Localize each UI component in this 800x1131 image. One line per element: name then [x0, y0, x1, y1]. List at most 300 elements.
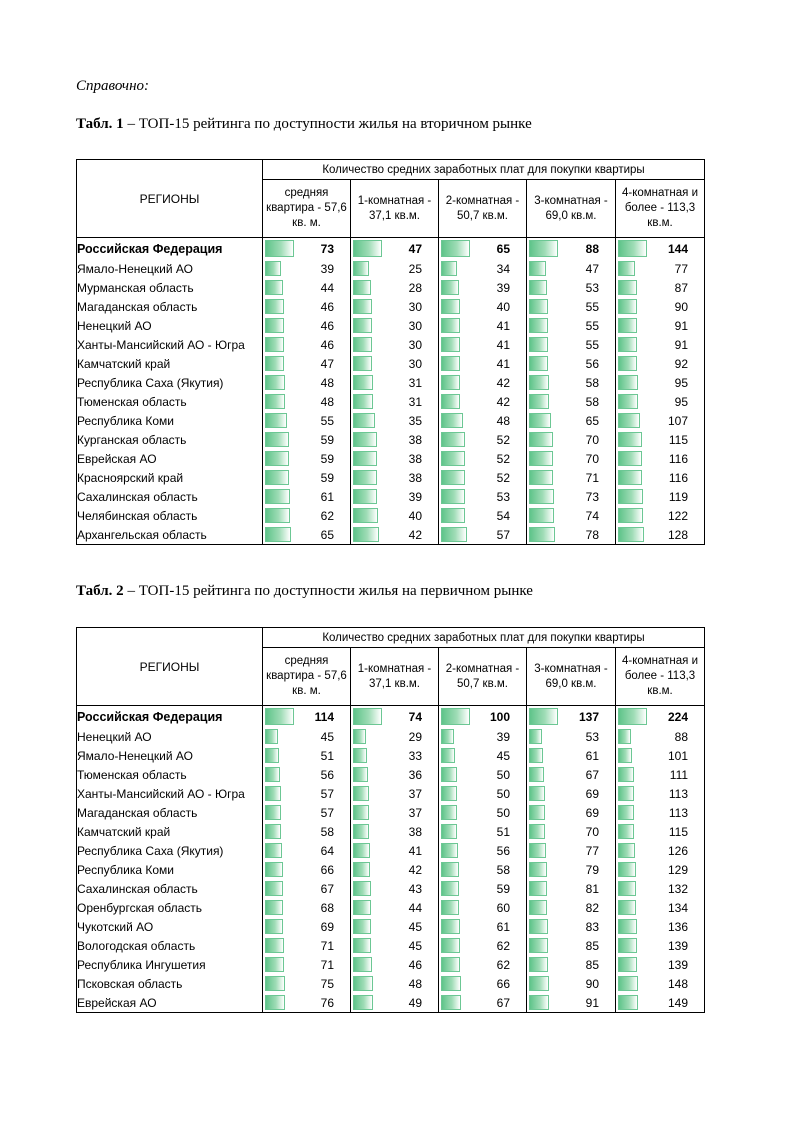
value-cell — [263, 803, 351, 822]
value-cell — [351, 955, 439, 974]
value-number: 71 — [320, 938, 334, 953]
column-header: 4-комнатная и более - 113,3 кв.м. — [616, 648, 705, 706]
value-cell — [439, 860, 527, 879]
value-number: 53 — [496, 489, 510, 504]
value-cell — [439, 841, 527, 860]
region-name: Чукотский АО — [77, 917, 263, 936]
value-cell — [263, 468, 351, 487]
value-cell — [351, 278, 439, 297]
region-name: Ненецкий АО — [77, 727, 263, 746]
table-row — [77, 316, 705, 335]
value-cell — [263, 316, 351, 335]
value-number: 56 — [585, 356, 599, 371]
value-cell — [616, 746, 705, 765]
value-number: 42 — [408, 862, 422, 877]
value-number: 115 — [668, 824, 689, 839]
value-number: 88 — [674, 729, 689, 744]
value-number: 38 — [408, 824, 422, 839]
value-cell — [527, 706, 616, 728]
value-cell — [527, 297, 616, 316]
value-cell — [263, 335, 351, 354]
value-cell — [351, 822, 439, 841]
value-number: 47 — [408, 241, 422, 256]
value-number: 41 — [496, 356, 510, 371]
table-row — [77, 278, 705, 297]
value-number: 59 — [320, 432, 334, 447]
value-cell — [439, 898, 527, 917]
value-cell — [351, 354, 439, 373]
value-number: 67 — [320, 881, 334, 896]
value-number: 81 — [585, 881, 599, 896]
value-number: 64 — [320, 843, 334, 858]
value-number: 31 — [408, 394, 422, 409]
value-number: 66 — [320, 862, 334, 877]
value-cell — [439, 765, 527, 784]
value-cell — [439, 727, 527, 746]
value-cell — [616, 468, 705, 487]
column-header: 2-комнатная - 50,7 кв.м. — [439, 180, 527, 238]
value-cell — [616, 411, 705, 430]
value-number: 55 — [320, 413, 334, 428]
value-number: 70 — [585, 432, 599, 447]
value-cell — [439, 430, 527, 449]
value-cell — [351, 765, 439, 784]
value-number: 111 — [669, 767, 689, 782]
region-name: Вологодская область — [77, 936, 263, 955]
value-number: 45 — [320, 729, 334, 744]
value-number: 42 — [496, 375, 510, 390]
value-number: 134 — [668, 900, 689, 915]
value-cell — [616, 335, 705, 354]
value-number: 59 — [320, 470, 334, 485]
value-cell — [616, 316, 705, 335]
column-header: 4-комнатная и более - 113,3 кв.м. — [616, 180, 705, 238]
value-cell — [263, 765, 351, 784]
value-cell — [351, 373, 439, 392]
value-number: 45 — [496, 748, 510, 763]
table2-primary-market — [76, 627, 705, 1013]
value-cell — [263, 706, 351, 728]
value-number: 45 — [408, 919, 422, 934]
table-row — [77, 993, 705, 1013]
value-number: 54 — [496, 508, 510, 523]
value-cell — [527, 746, 616, 765]
value-number: 113 — [668, 786, 689, 801]
value-number: 39 — [496, 729, 510, 744]
value-number: 48 — [320, 394, 334, 409]
table-row — [77, 936, 705, 955]
value-cell — [616, 822, 705, 841]
table-row — [77, 727, 705, 746]
value-cell — [439, 746, 527, 765]
value-cell — [263, 955, 351, 974]
value-cell — [439, 879, 527, 898]
value-cell — [263, 373, 351, 392]
value-number: 30 — [408, 318, 422, 333]
value-number: 38 — [408, 470, 422, 485]
table-row — [77, 411, 705, 430]
value-cell — [616, 354, 705, 373]
value-number: 73 — [585, 489, 599, 504]
value-number: 119 — [668, 489, 689, 504]
value-number: 122 — [668, 508, 689, 523]
value-cell — [351, 784, 439, 803]
region-name: Ханты-Мансийский АО - Югра — [77, 335, 263, 354]
value-cell — [527, 411, 616, 430]
value-cell — [616, 278, 705, 297]
table-row — [77, 335, 705, 354]
table-row — [77, 354, 705, 373]
value-number: 85 — [585, 938, 599, 953]
value-number: 101 — [668, 748, 689, 763]
value-cell — [616, 259, 705, 278]
value-number: 37 — [408, 805, 422, 820]
table-row — [77, 449, 705, 468]
value-cell — [527, 727, 616, 746]
value-number: 90 — [674, 299, 689, 314]
value-cell — [527, 525, 616, 545]
value-number: 91 — [585, 995, 599, 1010]
value-number: 77 — [585, 843, 599, 858]
value-number: 76 — [320, 995, 334, 1010]
value-cell — [263, 879, 351, 898]
value-number: 60 — [496, 900, 510, 915]
value-cell — [263, 974, 351, 993]
table-row — [77, 430, 705, 449]
column-header: 2-комнатная - 50,7 кв.м. — [439, 648, 527, 706]
table-row — [77, 784, 705, 803]
value-cell — [527, 506, 616, 525]
value-number: 56 — [496, 843, 510, 858]
value-cell — [439, 392, 527, 411]
value-cell — [263, 449, 351, 468]
value-cell — [616, 487, 705, 506]
value-cell — [351, 803, 439, 822]
value-number: 30 — [408, 337, 422, 352]
value-cell — [351, 392, 439, 411]
value-number: 144 — [668, 241, 689, 256]
region-name: Ненецкий АО — [77, 316, 263, 335]
table2-caption — [76, 583, 533, 600]
value-cell — [263, 430, 351, 449]
value-number: 37 — [408, 786, 422, 801]
value-number: 38 — [408, 432, 422, 447]
value-number: 62 — [496, 938, 510, 953]
table-row — [77, 917, 705, 936]
value-cell — [351, 525, 439, 545]
value-cell — [616, 525, 705, 545]
value-cell — [263, 411, 351, 430]
region-name: Мурманская область — [77, 278, 263, 297]
value-cell — [439, 316, 527, 335]
value-number: 53 — [585, 280, 599, 295]
value-number: 51 — [496, 824, 510, 839]
value-number: 30 — [408, 299, 422, 314]
table2-caption-text: – ТОП-15 рейтинга по доступности жилья на первичном рынке — [123, 583, 533, 599]
value-number: 49 — [408, 995, 422, 1010]
value-cell — [616, 803, 705, 822]
value-number: 67 — [585, 767, 599, 782]
value-cell — [351, 936, 439, 955]
value-cell — [439, 955, 527, 974]
value-cell — [351, 449, 439, 468]
value-number: 67 — [496, 995, 510, 1010]
value-number: 62 — [496, 957, 510, 972]
value-number: 70 — [585, 451, 599, 466]
value-number: 38 — [408, 451, 422, 466]
region-name: Челябинская область — [77, 506, 263, 525]
value-number: 52 — [496, 432, 510, 447]
value-cell — [263, 746, 351, 765]
value-cell — [616, 898, 705, 917]
value-cell — [616, 727, 705, 746]
value-number: 44 — [320, 280, 334, 295]
value-number: 92 — [674, 356, 689, 371]
value-number: 42 — [496, 394, 510, 409]
value-number: 48 — [496, 413, 510, 428]
value-cell — [439, 822, 527, 841]
value-cell — [351, 259, 439, 278]
value-cell — [527, 316, 616, 335]
value-cell — [263, 784, 351, 803]
table1-secondary-market — [76, 159, 705, 545]
value-number: 39 — [320, 261, 334, 276]
value-cell — [351, 860, 439, 879]
value-number: 45 — [408, 938, 422, 953]
value-number: 25 — [408, 261, 422, 276]
value-number: 139 — [668, 957, 689, 972]
value-number: 50 — [496, 767, 510, 782]
value-number: 61 — [585, 748, 599, 763]
value-number: 40 — [408, 508, 422, 523]
value-cell — [439, 993, 527, 1013]
value-number: 61 — [496, 919, 510, 934]
table1-caption — [76, 116, 532, 133]
value-cell — [527, 430, 616, 449]
region-name: Ямало-Ненецкий АО — [77, 746, 263, 765]
value-cell — [263, 898, 351, 917]
value-cell — [439, 803, 527, 822]
value-number: 61 — [320, 489, 334, 504]
value-number: 58 — [320, 824, 334, 839]
value-number: 28 — [408, 280, 422, 295]
value-number: 62 — [320, 508, 334, 523]
value-number: 35 — [408, 413, 422, 428]
value-number: 46 — [320, 337, 334, 352]
value-cell — [527, 238, 616, 260]
column-header: 1-комнатная - 37,1 кв.м. — [351, 180, 439, 238]
value-cell — [527, 335, 616, 354]
value-number: 126 — [668, 843, 689, 858]
value-cell — [263, 860, 351, 879]
value-number: 88 — [585, 241, 599, 256]
region-name: Ямало-Ненецкий АО — [77, 259, 263, 278]
value-number: 58 — [585, 394, 599, 409]
value-number: 43 — [408, 881, 422, 896]
table-row — [77, 803, 705, 822]
regions-header: РЕГИОНЫ — [77, 628, 263, 706]
value-cell — [351, 411, 439, 430]
value-cell — [263, 936, 351, 955]
value-cell — [439, 468, 527, 487]
region-name: Тюменская область — [77, 765, 263, 784]
value-number: 30 — [408, 356, 422, 371]
value-number: 41 — [496, 318, 510, 333]
value-cell — [351, 917, 439, 936]
value-number: 39 — [496, 280, 510, 295]
table-row — [77, 746, 705, 765]
value-number: 65 — [320, 527, 334, 542]
value-number: 116 — [668, 470, 689, 485]
value-number: 41 — [496, 337, 510, 352]
value-cell — [263, 238, 351, 260]
region-name: Сахалинская область — [77, 487, 263, 506]
value-cell — [527, 803, 616, 822]
value-cell — [351, 879, 439, 898]
value-number: 29 — [408, 729, 422, 744]
table-row — [77, 765, 705, 784]
value-cell — [351, 506, 439, 525]
value-number: 55 — [585, 318, 599, 333]
table-row — [77, 879, 705, 898]
region-name: Магаданская область — [77, 297, 263, 316]
value-number: 57 — [320, 805, 334, 820]
value-cell — [616, 238, 705, 260]
value-cell — [527, 879, 616, 898]
table-row — [77, 468, 705, 487]
value-cell — [263, 506, 351, 525]
table-row — [77, 974, 705, 993]
value-cell — [527, 936, 616, 955]
value-number: 77 — [674, 261, 689, 276]
value-cell — [351, 297, 439, 316]
value-number: 116 — [668, 451, 689, 466]
column-header: средняя квартира - 57,6 кв. м. — [263, 648, 351, 706]
value-number: 91 — [674, 318, 689, 333]
value-number: 87 — [674, 280, 689, 295]
table-row — [77, 898, 705, 917]
value-cell — [351, 746, 439, 765]
table2-caption-label: Табл. 2 — [76, 583, 124, 599]
value-number: 107 — [668, 413, 689, 428]
region-name: Республика Саха (Якутия) — [77, 373, 263, 392]
value-cell — [263, 278, 351, 297]
value-cell — [263, 354, 351, 373]
region-name: Республика Саха (Якутия) — [77, 841, 263, 860]
table-row — [77, 392, 705, 411]
value-number: 74 — [585, 508, 599, 523]
region-name: Псковская область — [77, 974, 263, 993]
value-cell — [439, 335, 527, 354]
value-cell — [439, 238, 527, 260]
column-header: 1-комнатная - 37,1 кв.м. — [351, 648, 439, 706]
value-number: 58 — [585, 375, 599, 390]
value-number: 48 — [320, 375, 334, 390]
value-number: 128 — [668, 527, 689, 542]
value-cell — [439, 354, 527, 373]
value-number: 100 — [489, 709, 510, 724]
table-row — [77, 955, 705, 974]
value-cell — [527, 354, 616, 373]
value-number: 136 — [668, 919, 689, 934]
value-number: 69 — [585, 786, 599, 801]
value-cell — [439, 449, 527, 468]
value-number: 137 — [578, 709, 599, 724]
value-cell — [263, 392, 351, 411]
value-cell — [351, 487, 439, 506]
value-number: 85 — [585, 957, 599, 972]
value-cell — [351, 841, 439, 860]
value-cell — [527, 468, 616, 487]
table-row — [77, 373, 705, 392]
column-header: 3-комнатная - 69,0 кв.м. — [527, 648, 616, 706]
value-cell — [616, 860, 705, 879]
value-cell — [351, 335, 439, 354]
region-name: Камчатский край — [77, 354, 263, 373]
value-number: 42 — [408, 527, 422, 542]
value-number: 33 — [408, 748, 422, 763]
region-name: Республика Коми — [77, 860, 263, 879]
value-number: 48 — [408, 976, 422, 991]
value-number: 52 — [496, 470, 510, 485]
table-row — [77, 487, 705, 506]
value-cell — [616, 392, 705, 411]
value-cell — [351, 468, 439, 487]
value-cell — [351, 727, 439, 746]
value-cell — [439, 297, 527, 316]
value-number: 69 — [585, 805, 599, 820]
region-name: Красноярский край — [77, 468, 263, 487]
value-number: 69 — [320, 919, 334, 934]
value-number: 71 — [585, 470, 599, 485]
value-number: 90 — [585, 976, 599, 991]
value-number: 31 — [408, 375, 422, 390]
column-header: 3-комнатная - 69,0 кв.м. — [527, 180, 616, 238]
value-cell — [616, 765, 705, 784]
reference-note: Справочно: — [76, 78, 150, 94]
value-cell — [439, 936, 527, 955]
value-cell — [616, 955, 705, 974]
value-cell — [351, 706, 439, 728]
value-number: 41 — [408, 843, 422, 858]
value-cell — [527, 784, 616, 803]
value-number: 79 — [585, 862, 599, 877]
value-cell — [527, 278, 616, 297]
value-cell — [263, 259, 351, 278]
region-name: Сахалинская область — [77, 879, 263, 898]
value-number: 114 — [314, 709, 334, 724]
value-number: 95 — [674, 375, 689, 390]
value-cell — [527, 392, 616, 411]
value-number: 56 — [320, 767, 334, 782]
value-number: 59 — [496, 881, 510, 896]
value-number: 36 — [408, 767, 422, 782]
value-number: 95 — [674, 394, 689, 409]
value-number: 46 — [408, 957, 422, 972]
column-header: средняя квартира - 57,6 кв. м. — [263, 180, 351, 238]
table-row — [77, 822, 705, 841]
region-name: Архангельская область — [77, 525, 263, 545]
value-cell — [527, 898, 616, 917]
value-cell — [527, 822, 616, 841]
value-number: 47 — [585, 261, 599, 276]
value-number: 132 — [668, 881, 689, 896]
value-cell — [439, 259, 527, 278]
value-number: 46 — [320, 299, 334, 314]
table-row — [77, 525, 705, 545]
value-cell — [616, 449, 705, 468]
value-cell — [351, 430, 439, 449]
